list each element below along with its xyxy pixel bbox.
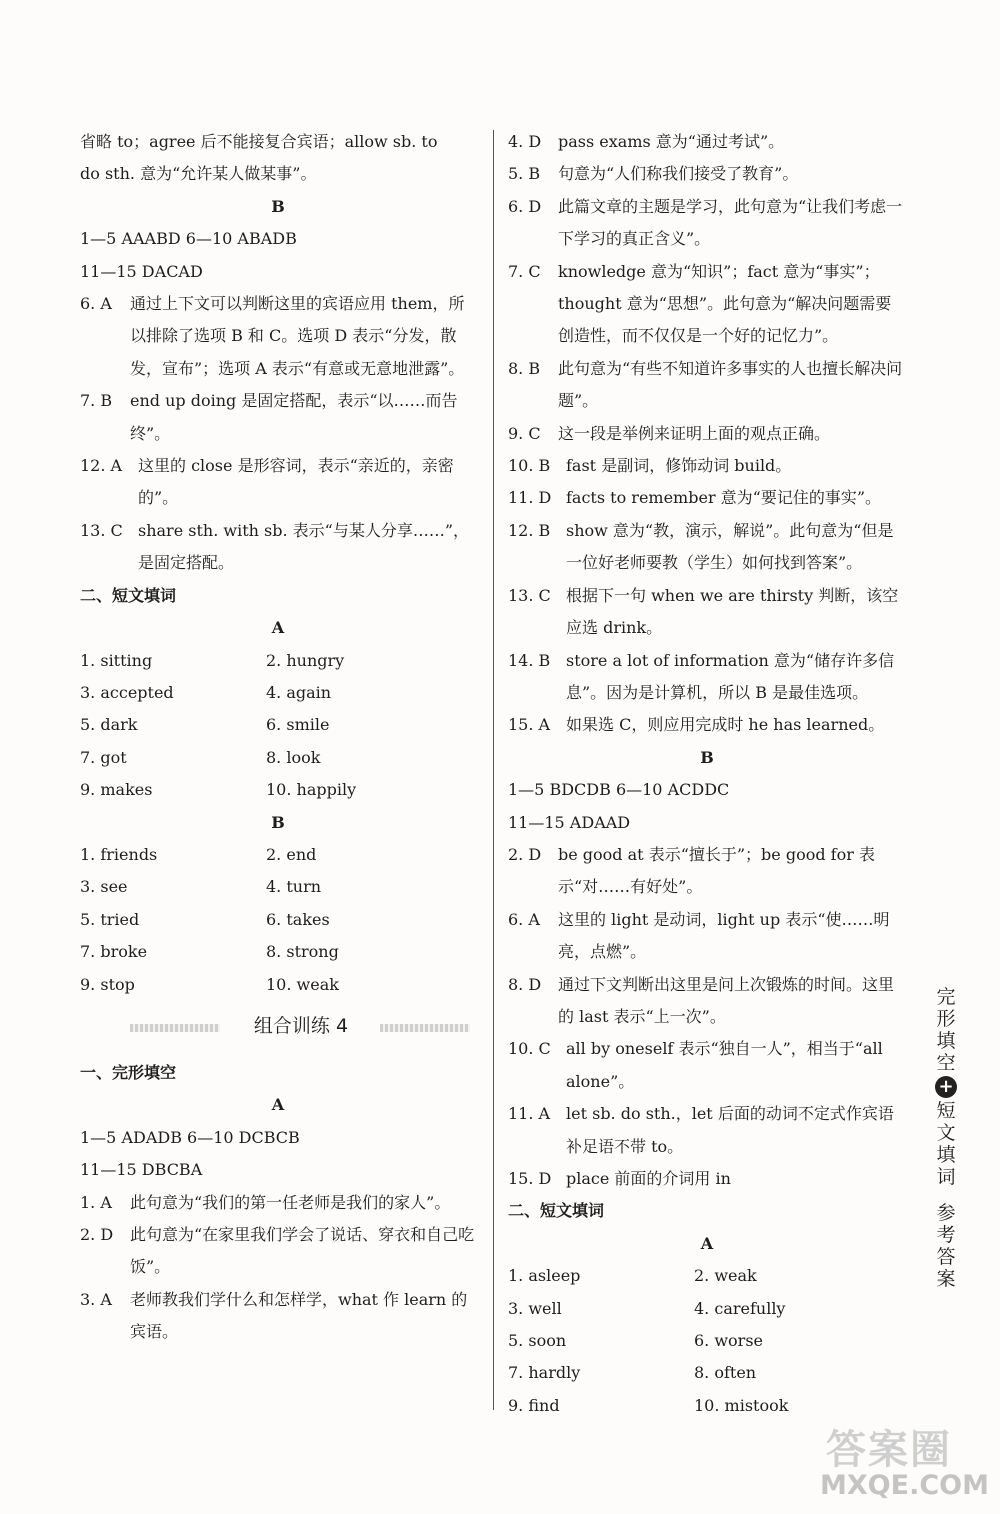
- answer-word: 1. asleep: [508, 1266, 581, 1286]
- answer-word: 10. mistook: [694, 1395, 789, 1415]
- answer-pair: [508, 1325, 906, 1357]
- side-char: 完: [936, 986, 956, 1008]
- answer-key-line: 11—15 ADAAD: [508, 812, 631, 832]
- note-number: 6. D: [508, 196, 542, 216]
- note-number: 10. C: [508, 1039, 551, 1059]
- note-item: [508, 709, 906, 741]
- side-tab: [928, 986, 964, 1290]
- answer-pair: [80, 839, 476, 871]
- note-item: [80, 385, 476, 450]
- note-number: 11. D: [508, 488, 552, 508]
- note-text: 通过下文判断出这里是问上次锻炼的时间。这里的 last 表示“上一次”。: [558, 974, 895, 1026]
- answer-pair: [80, 774, 476, 806]
- note-number: 10. B: [508, 456, 551, 476]
- note-item: [80, 288, 476, 385]
- note-item: [508, 353, 906, 418]
- note-item: [508, 418, 906, 450]
- answer-word: 3. accepted: [80, 682, 174, 702]
- note-text: 老师教我们学什么和怎样学，what 作 learn 的宾语。: [130, 1289, 468, 1342]
- answer-word: 1. friends: [80, 844, 158, 864]
- note-text: share sth. with sb. 表示“与某人分享……”，是固定搭配。: [138, 520, 469, 573]
- note-item: [508, 450, 906, 482]
- side-char: 考: [936, 1224, 956, 1246]
- answer-word: 8. often: [694, 1363, 757, 1383]
- note-number: 6. A: [80, 294, 112, 314]
- answer-word: 7. hardly: [508, 1363, 581, 1383]
- note-item: [508, 158, 906, 190]
- answer-pair: [80, 904, 476, 936]
- answer-word: 4. carefully: [694, 1298, 786, 1318]
- side-char: 词: [936, 1166, 956, 1188]
- note-item: [80, 1284, 476, 1349]
- watermark-line2: MXQE.COM: [820, 1470, 989, 1501]
- side-char: 案: [936, 1268, 956, 1290]
- note-number: 3. A: [80, 1289, 112, 1309]
- part-title: B: [700, 747, 714, 767]
- answer-word: 2. hungry: [266, 650, 345, 670]
- note-item: [508, 969, 906, 1034]
- answer-pair: [80, 969, 476, 1001]
- note-text: facts to remember 意为“要记住的事实”。: [566, 488, 882, 508]
- answer-pair: [80, 645, 476, 677]
- banner-stripe: [380, 1024, 470, 1032]
- note-text: let sb. do sth.，let 后面的动词不定式作宾语补足语不带 to。: [566, 1104, 894, 1156]
- answer-word: 10. weak: [266, 974, 339, 994]
- part-title: B: [271, 196, 285, 216]
- answer-word: 7. broke: [80, 942, 148, 962]
- answer-key-line: 11—15 DBCBA: [80, 1160, 203, 1180]
- note-text: store a lot of information 意为“储存许多信息”。因为是计算机，所以 B 是最佳选项。: [566, 650, 895, 702]
- answer-key-line: 1—5 BDCDB 6—10 ACDDC: [508, 780, 730, 800]
- note-text: 通过上下文可以判断这里的宾语应用 them，所以排除了选项 B 和 C。选项 D 表示“分发，散发，宣布”；选项 A 表示“有意或无意地泄露”。: [130, 294, 465, 378]
- note-text: 此句意为“我们的第一任老师是我们的家人”。: [130, 1192, 451, 1212]
- note-text: 这里的 close 是形容词，表示“亲近的，亲密的”。: [138, 456, 454, 508]
- answer-pair: [508, 1293, 906, 1325]
- note-text: knowledge 意为“知识”；fact 意为“事实”；thought 意为“思想”。此句意为“解决问题需要创造性，而不仅仅是一个好的记忆力”。: [558, 261, 892, 346]
- answer-pair: [508, 1260, 906, 1292]
- intro-line: do sth. 意为“允许某人做某事”。: [80, 164, 317, 184]
- answer-word: 1. sitting: [80, 650, 153, 670]
- answer-pair: [508, 1357, 906, 1389]
- note-number: 14. B: [508, 650, 551, 670]
- note-text: show 意为“教，演示，解说”。此句意为“但是一位好老师要教（学生）如何找到答案”。: [566, 520, 894, 573]
- note-item: [508, 580, 906, 645]
- answer-word: 6. worse: [694, 1331, 764, 1351]
- side-char: 参: [936, 1202, 956, 1224]
- part-title: A: [271, 1095, 285, 1115]
- note-text: end up doing 是固定搭配，表示“以……而告终”。: [130, 391, 458, 443]
- note-text: all by oneself 表示“独自一人”，相当于“all alone”。: [566, 1039, 883, 1091]
- side-gap: [928, 1188, 964, 1202]
- answer-pair: [80, 709, 476, 741]
- column-divider: [493, 130, 494, 1410]
- note-number: 4. D: [508, 132, 542, 151]
- note-number: 2. D: [508, 844, 542, 864]
- note-number: 8. B: [508, 358, 541, 378]
- answer-word: 6. takes: [266, 909, 330, 929]
- banner-stripe: [130, 1024, 220, 1032]
- note-item: [508, 645, 906, 710]
- note-text: 此篇文章的主题是学习，此句意为“让我们考虑一下学习的真正含义”。: [558, 196, 903, 249]
- note-item: [508, 1163, 906, 1195]
- note-text: place 前面的介词用 in: [566, 1169, 731, 1188]
- note-number: 7. C: [508, 261, 541, 281]
- note-number: 7. B: [80, 391, 113, 411]
- plus-icon: +: [935, 1076, 957, 1098]
- answer-pair: [80, 742, 476, 774]
- intro-line: 省略 to；agree 后不能接复合宾语；allow sb. to: [80, 132, 438, 151]
- banner-title: 组合训练 4: [253, 1014, 349, 1037]
- answer-word: 6. smile: [266, 715, 330, 735]
- section-heading: 二、短文填词: [80, 585, 177, 605]
- note-number: 12. B: [508, 520, 551, 540]
- answer-key-line: 1—5 ADADB 6—10 DCBCB: [80, 1127, 300, 1147]
- answer-word: 10. happily: [266, 780, 357, 800]
- answer-word: 5. dark: [80, 715, 138, 735]
- note-number: 1. A: [80, 1192, 112, 1212]
- note-number: 2. D: [80, 1225, 114, 1244]
- answer-pair: [80, 936, 476, 968]
- answer-key-line: 1—5 AAABD 6—10 ABADB: [80, 229, 297, 249]
- note-text: 此句意为“在家里我们学会了说话、穿衣和自己吃饭”。: [130, 1225, 475, 1277]
- part-title: A: [271, 618, 285, 638]
- side-char: 答: [936, 1246, 956, 1268]
- note-text: 句意为“人们称我们接受了教育”。: [558, 164, 799, 184]
- answer-word: 2. weak: [694, 1266, 757, 1286]
- note-item: [508, 839, 906, 904]
- side-char: 短: [936, 1100, 956, 1122]
- side-char: 形: [936, 1008, 956, 1030]
- note-item: [508, 126, 906, 158]
- answer-key-line: 11—15 DACAD: [80, 261, 203, 281]
- answer-pair: [80, 677, 476, 709]
- note-text: be good at 表示“擅长于”；be good for 表示“对……有好处”。: [558, 844, 875, 897]
- answer-word: 7. got: [80, 747, 127, 767]
- answer-word: 3. well: [508, 1298, 562, 1318]
- answer-word: 9. find: [508, 1395, 560, 1415]
- part-title: B: [271, 812, 285, 832]
- note-item: [80, 1219, 476, 1284]
- note-item: [80, 1187, 476, 1219]
- note-number: 15. A: [508, 715, 551, 735]
- watermark-line1: 答案圈: [826, 1427, 952, 1473]
- note-number: 9. C: [508, 423, 541, 443]
- note-text: pass exams 意为“通过考试”。: [558, 132, 785, 151]
- note-item: [508, 904, 906, 969]
- answer-word: 5. soon: [508, 1331, 567, 1351]
- note-number: 5. B: [508, 164, 541, 184]
- side-char: 填: [936, 1030, 956, 1052]
- answer-word: 8. look: [266, 747, 321, 767]
- answer-word: 3. see: [80, 877, 128, 897]
- note-text: 这一段是举例来证明上面的观点正确。: [558, 423, 831, 443]
- answer-pair: [80, 871, 476, 903]
- note-item: [508, 482, 906, 514]
- note-number: 6. A: [508, 909, 540, 929]
- note-item: [80, 515, 476, 580]
- answer-word: 4. again: [266, 682, 332, 702]
- lesson-banner: [130, 1003, 470, 1051]
- note-number: 13. C: [80, 520, 123, 540]
- note-number: 15. D: [508, 1169, 552, 1188]
- answer-word: 4. turn: [266, 877, 322, 897]
- note-item: [508, 1098, 906, 1163]
- side-char: 填: [936, 1144, 956, 1166]
- answer-word: 9. makes: [80, 780, 153, 800]
- note-text: fast 是副词，修饰动词 build。: [566, 456, 792, 476]
- right-column: [508, 126, 906, 1422]
- note-item: [508, 256, 906, 353]
- section-heading: 二、短文填词: [508, 1201, 605, 1221]
- note-item: [508, 1033, 906, 1098]
- note-text: 如果选 C，则应用完成时 he has learned。: [566, 715, 885, 735]
- note-number: 11. A: [508, 1104, 551, 1124]
- note-item: [508, 515, 906, 580]
- note-text: 此句意为“有些不知道许多事实的人也擅长解决问题”。: [558, 358, 903, 411]
- side-char: 空: [936, 1052, 956, 1074]
- answer-word: 5. tried: [80, 909, 140, 929]
- left-column: [80, 126, 476, 1349]
- watermark: [790, 1418, 990, 1508]
- answer-word: 8. strong: [266, 942, 339, 962]
- note-number: 13. C: [508, 585, 551, 605]
- section-heading: 一、完形填空: [80, 1062, 177, 1082]
- note-number: 8. D: [508, 974, 542, 994]
- answer-word: 2. end: [266, 844, 317, 864]
- note-number: 12. A: [80, 456, 123, 476]
- note-item: [80, 450, 476, 515]
- answer-word: 9. stop: [80, 974, 135, 994]
- side-char: 文: [936, 1122, 956, 1144]
- note-text: 根据下一句 when we are thirsty 判断，该空应选 drink。: [566, 585, 899, 638]
- note-item: [508, 191, 906, 256]
- part-title: A: [700, 1233, 714, 1253]
- note-text: 这里的 light 是动词，light up 表示“使……明亮，点燃”。: [558, 909, 890, 962]
